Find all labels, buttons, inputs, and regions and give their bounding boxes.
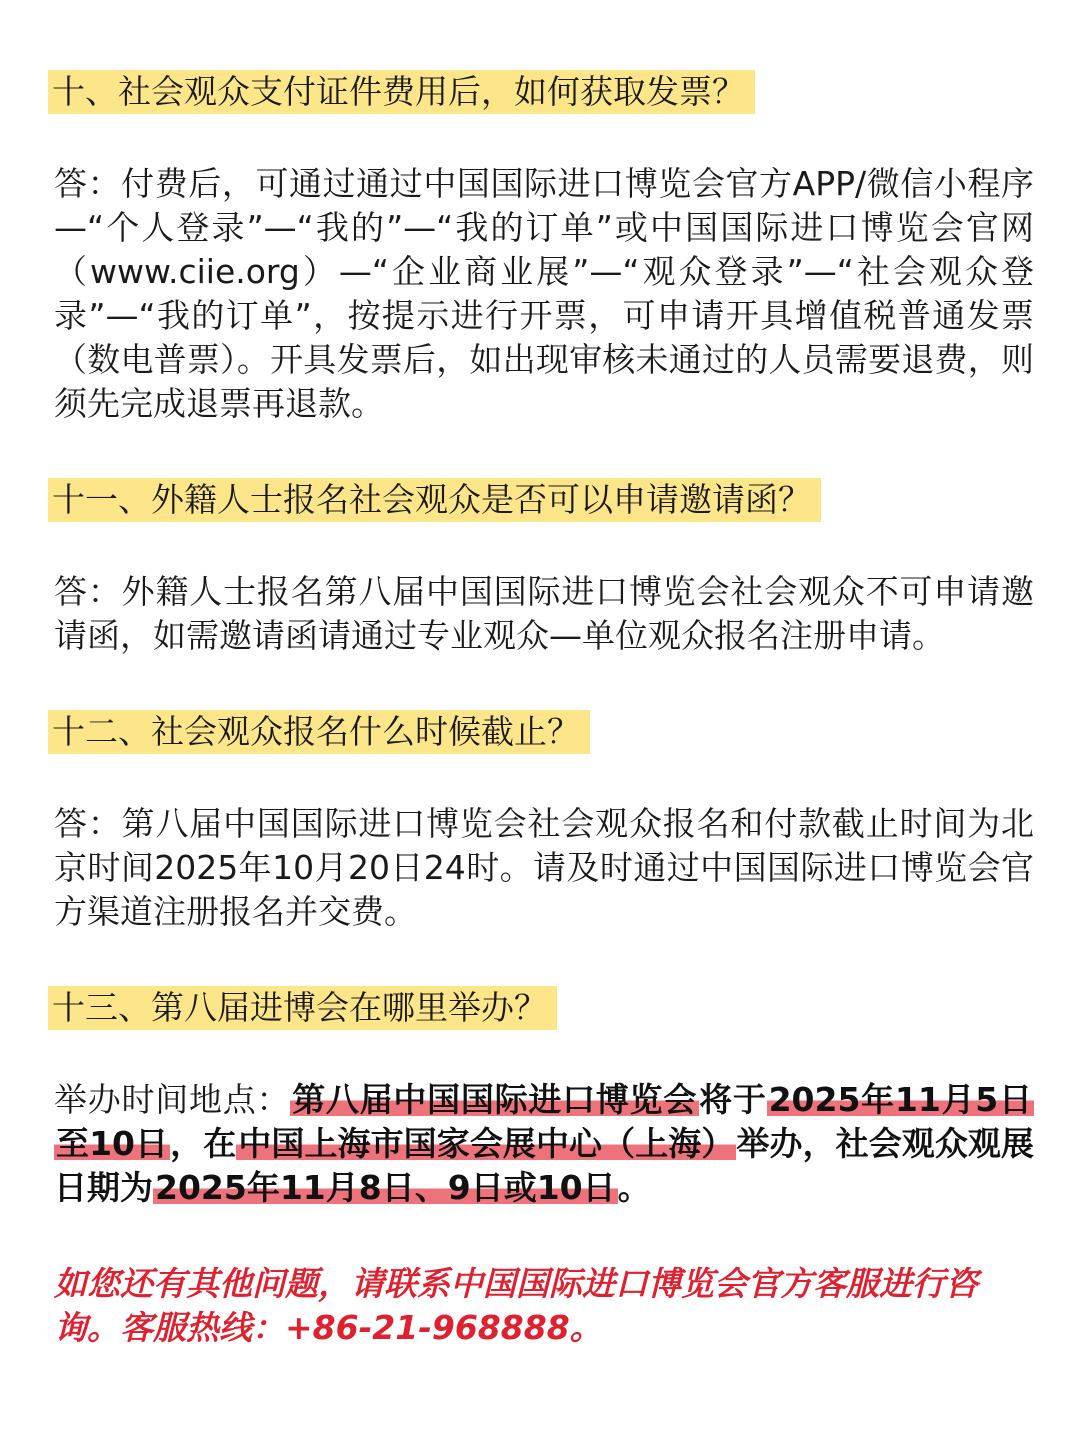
answer-bold-text: 将于: [699, 1080, 767, 1119]
faq-section-11: [54, 478, 1034, 658]
faq-page: [54, 70, 1034, 1350]
answer-prefix: 举办时间地点：: [54, 1080, 291, 1119]
question-heading: 十三、第八届进博会在哪里举办？: [48, 986, 557, 1030]
answer-text: 答：外籍人士报名第八届中国国际进口博览会社会观众不可申请邀请函，如需邀请函请通过专业观众—单位观众报名注册申请。: [54, 572, 1034, 655]
answer-bold-text: 举办，社会观众观展日期为: [54, 1124, 1035, 1207]
question-heading: 十、社会观众支付证件费用后，如何获取发票？: [48, 70, 755, 114]
question-heading: 十二、社会观众报名什么时候截止？: [48, 710, 590, 754]
answer-text: [54, 1078, 1034, 1210]
faq-section-13: [54, 986, 1034, 1210]
faq-section-10: [54, 70, 1034, 426]
question-heading: 十一、外籍人士报名社会观众是否可以申请邀请函？: [48, 478, 821, 522]
venue-highlight: 中国上海市国家会展中心（上海）: [238, 1124, 735, 1163]
answer-bold-text: 。: [617, 1168, 651, 1207]
expo-dates-highlight: 2025年11月5日至10日: [56, 1080, 1033, 1163]
faq-section-12: [54, 710, 1034, 934]
contact-notice: 如您还有其他问题，请联系中国国际进口博览会官方客服进行咨询。客服热线：+86-21-968888。: [54, 1264, 978, 1347]
answer-text: 答：第八届中国国际进口博览会社会观众报名和付款截止时间为北京时间2025年10月20日24时。请及时通过中国国际进口博览会官方渠道注册报名并交费。: [54, 804, 1034, 931]
answer-text: 答：付费后，可通过通过中国国际进口博览会官方APP/微信小程序—“个人登录”—“我的”—“我的订单”或中国国际进口博览会官网（www.ciie.org）—“企业商业展”—“观众登录”—“社会观众登录”—“我的订单”，按提示进行开票，可申请开具增值税普通发票（数电普票）。开具发票后，如出现审核未通过的人员需要退费，则须先完成退票再退款。: [54, 164, 1034, 423]
expo-name-highlight: 第八届中国国际进口博览会: [292, 1080, 698, 1119]
visit-dates-highlight: 2025年11月8日、9日或10日: [155, 1168, 616, 1207]
answer-bold-text: ，在: [170, 1124, 237, 1163]
